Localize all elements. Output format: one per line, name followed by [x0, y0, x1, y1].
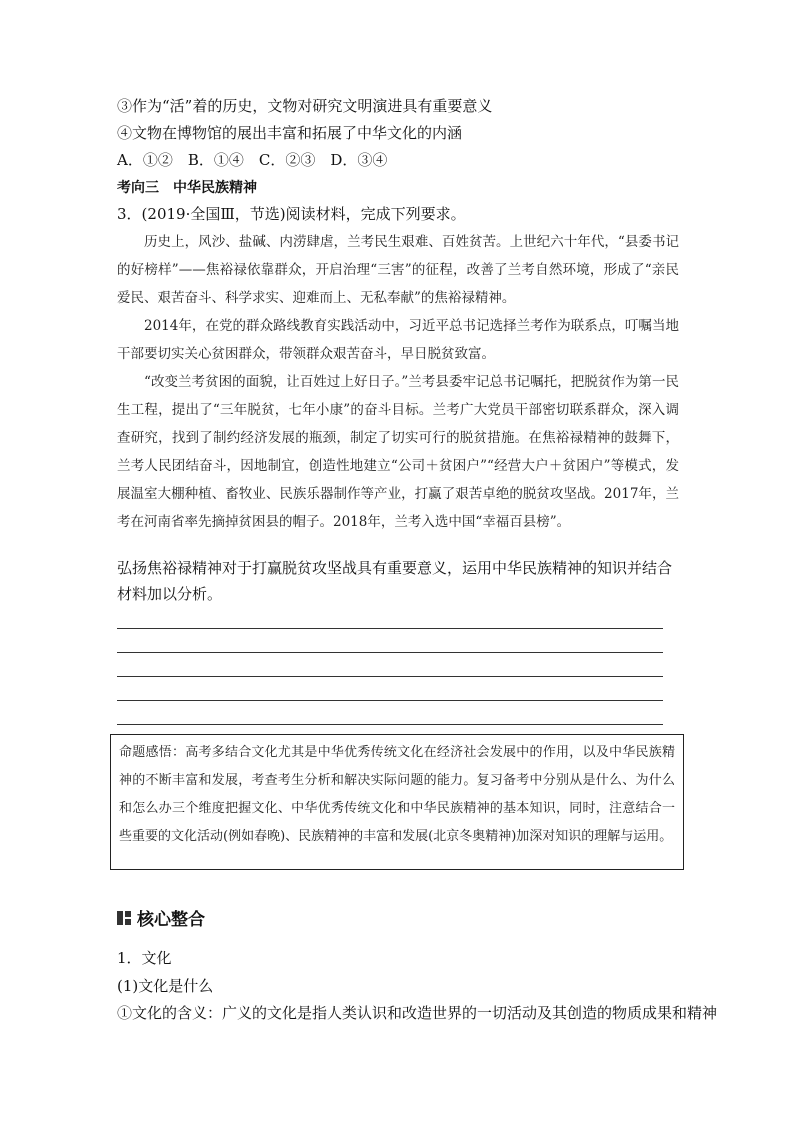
- question-prompt: 弘扬焦裕禄精神对于打赢脱贫攻坚战具有重要意义，运用中华民族精神的知识并结合材料加以分析。: [117, 559, 673, 603]
- material-paragraph-2: 2014年，在党的群众路线教育实践活动中，习近平总书记选择兰考作为联系点，叮嘱当地干部要切实关心贫困群众，带领群众艰苦奋斗，早日脱贫致富。: [117, 318, 679, 362]
- answer-line[interactable]: [117, 628, 663, 629]
- material-paragraph-1: 历史上，风沙、盐碱、内涝肆虐，兰考民生艰难、百姓贫苦。上世纪六十年代，“县委书记的好榜样”——焦裕禄依靠群众，开启治理“三害”的征程，改善了兰考自然环境，形成了“亲民爱民、艰苦奋斗、科学求实、迎难而上、无私奉献”的焦裕禄精神。: [117, 234, 679, 306]
- question-stem: 3．(2019·全国Ⅲ，节选)阅读材料，完成下列要求。: [117, 205, 466, 223]
- insight-note-box: [110, 734, 684, 870]
- content-heading-2: (1)文化是什么: [117, 977, 214, 995]
- material-paragraph-3: “改变兰考贫困的面貌，让百姓过上好日子。”兰考县委牢记总书记嘱托，把脱贫作为第一民生工程，提出了“三年脱贫，七年小康”的奋斗目标。兰考广大党员干部密切联系群众，深入调查研究，找到了制约经济发展的瓶颈，制定了切实可行的脱贫措施。在焦裕禄精神的鼓舞下，兰考人民团结奋斗，因地制宜，创造性地建立“公司＋贫困户”“经营大户＋贫困户”等模式，发展温室大棚种植、畜牧业、民族乐器制作等产业，打赢了艰苦卓绝的脱贫攻坚战。2017年，兰考在河南省率先摘掉贫困县的帽子。2018年，兰考入选中国“幸福百县榜”。: [117, 374, 679, 530]
- answer-choices: A．①② B．①④ C．②③ D．③④: [117, 151, 388, 169]
- answer-line[interactable]: [117, 652, 663, 653]
- content-heading-1: 1．文化: [117, 949, 172, 967]
- content-item-1: ①文化的含义：广义的文化是指人类认识和改造世界的一切活动及其创造的物质成果和精神: [117, 1004, 718, 1022]
- section-title-text: 核心整合: [137, 910, 205, 930]
- option-item-4: ④文物在博物馆的展出丰富和拓展了中华文化的内涵: [117, 124, 463, 142]
- section-marker-icon: [117, 911, 131, 925]
- answer-line[interactable]: [117, 700, 663, 701]
- answer-line[interactable]: [117, 676, 663, 677]
- answer-line[interactable]: [117, 724, 663, 725]
- kaoxiang-heading: 考向三 中华民族精神: [117, 180, 257, 196]
- section-title: [117, 905, 205, 930]
- option-item-3: ③作为“活”着的历史，文物对研究文明演进具有重要意义: [117, 97, 493, 115]
- insight-note-text: 命题感悟：高考多结合文化尤其是中华优秀传统文化在经济社会发展中的作用，以及中华民族精神的不断丰富和发展，考查考生分析和解决实际问题的能力。复习备考中分别从是什么、为什么和怎么办三个维度把握文化、中华优秀传统文化和中华民族精神的基本知识，同时，注意结合一些重要的文化活动(例如春晚)、民族精神的丰富和发展(北京冬奥精神)加深对知识的理解与运用。: [119, 745, 675, 844]
- reading-material: [117, 228, 679, 536]
